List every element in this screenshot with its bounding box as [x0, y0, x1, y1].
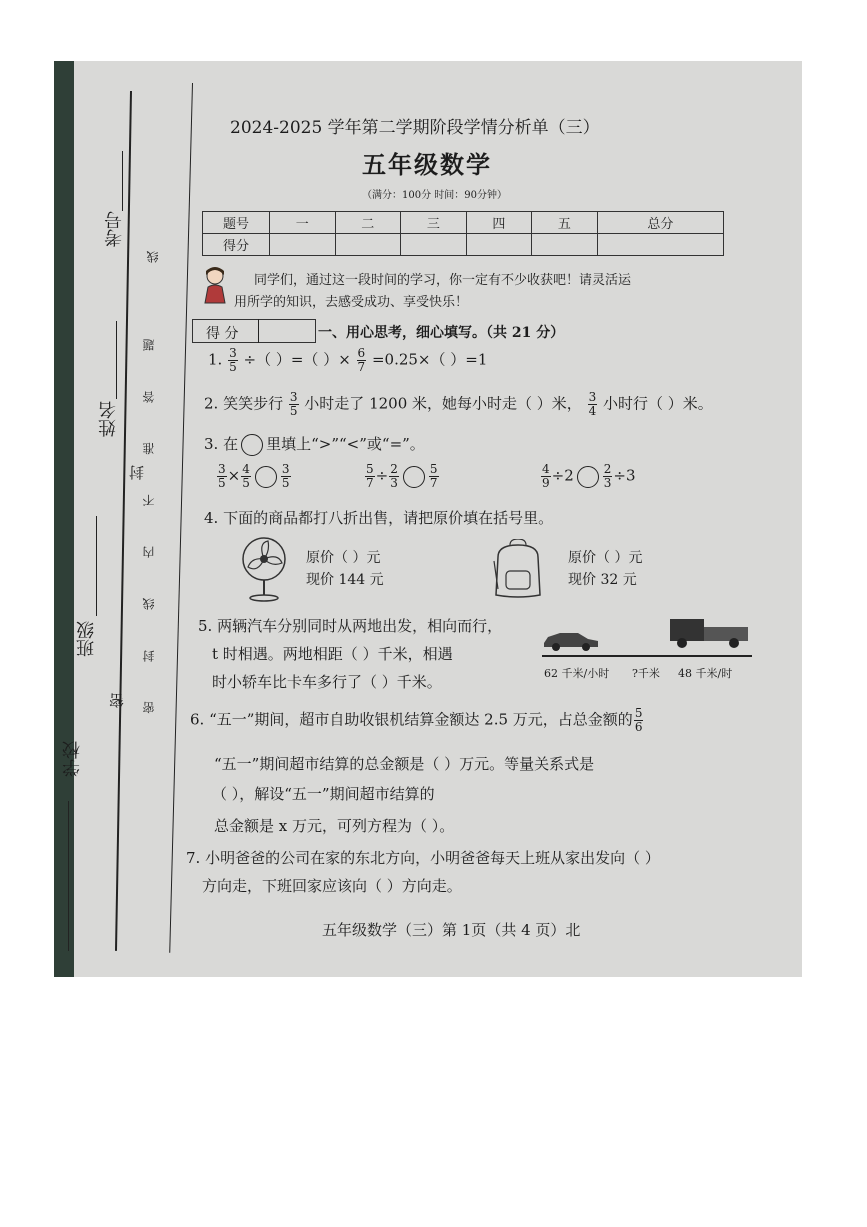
score-input-cell[interactable] [401, 234, 467, 256]
class-line [96, 516, 97, 616]
q2-text-3: 小时行（ ）米。 [602, 394, 713, 413]
truck-icon [668, 615, 750, 651]
q6-line-1: 6. “五一”期间，超市自助收银机结算金额达 2.5 万元，占总金额的 $\frac{5}{6}$ [190, 706, 643, 734]
section-heading: 一、用心思考，细心填写。（共 21 分） [318, 325, 565, 341]
seal-mark-feng: 封 [128, 465, 146, 480]
photo-dark-edge [54, 61, 74, 977]
q5-line-2: t 时相遇。两地相距（ ）千米，相遇 [212, 645, 453, 663]
score-table [202, 211, 724, 256]
score-table-header-row [203, 212, 724, 234]
score-input-cell[interactable] [597, 234, 723, 256]
q3-expr-3: $\frac{4}{9}$ ÷2 $\frac{2}{3}$ ÷3 [542, 462, 636, 490]
seal-inner-text: 密 封 线 内 不 准 答 题 [142, 321, 156, 714]
fan-current-price: 现价 144 元 [306, 572, 384, 588]
car-speed: 62 千米/小时 [544, 667, 610, 680]
fraction: $\frac{3}{5}$ [229, 346, 237, 374]
table-cell: 一 [270, 212, 336, 234]
question-3 [204, 433, 425, 456]
subject-title: 五年级数学 [362, 150, 492, 179]
compare-circle[interactable] [255, 466, 277, 488]
q2-text-1: 2. 笑笑步行 [204, 394, 284, 413]
backpack-current-price: 现价 32 元 [568, 572, 637, 588]
seal-mark-mi: 密 [108, 693, 126, 708]
fraction: $\frac{3}{4}$ [588, 390, 597, 418]
truck-speed: 48 千米/时 [678, 667, 733, 680]
q2-text-2: 小时走了 1200 米，她每小时走（ ）米， [304, 394, 582, 413]
table-cell: 五 [532, 212, 598, 234]
intro-line-1: 同学们，通过这一段时间的学习，你一定有不少收获吧！请灵活运 [254, 273, 632, 288]
score-table-score-row [203, 234, 724, 256]
section-score-label: 得 分 [206, 326, 239, 342]
score-input-cell[interactable] [270, 234, 336, 256]
exam-page-photo [54, 61, 802, 977]
intro-line-2: 用所学的知识，去感受成功、享受快乐！ [234, 295, 469, 310]
q6-line-4: 总金额是 x 万元，可列方程为（ ）。 [214, 817, 455, 835]
page-footer: 五年级数学（三）第 1页（共 4 页）北 [322, 921, 581, 939]
route-distance: ?千米 [632, 667, 660, 680]
q3-text-2: 里填上“>”“<”或“=”。 [266, 435, 425, 453]
name-label: 姓名 [98, 401, 119, 437]
seal-mark-line: 线 [146, 251, 160, 263]
class-label: 班级 [76, 621, 97, 657]
question-number: 1. [208, 350, 223, 369]
backpack-original-price: 原价（ ）元 [568, 550, 643, 566]
q6-line-3: （ ），解设“五一”期间超市结算的 [212, 785, 435, 803]
fan-icon [238, 535, 290, 603]
table-cell: 三 [401, 212, 467, 234]
table-cell: 得分 [203, 234, 270, 256]
q6-line-2: “五一”期间超市结算的总金额是（ ）万元。等量关系式是 [214, 755, 595, 773]
question-2 [204, 391, 713, 418]
table-cell: 二 [335, 212, 401, 234]
q7-line-2: 方向走，下班回家应该向（ ）方向走。 [202, 877, 462, 895]
table-cell: 总分 [597, 212, 723, 234]
exam-number-line [122, 151, 123, 211]
score-input-cell[interactable] [335, 234, 401, 256]
fraction: $\frac{5}{6}$ [634, 706, 643, 734]
section-score-divider [258, 319, 259, 343]
compare-circle[interactable] [403, 466, 425, 488]
q5-line-1: 5. 两辆汽车分别同时从两地出发，相向而行， [198, 617, 503, 635]
route-line [542, 655, 752, 657]
q5-line-3: 时小轿车比卡车多行了（ ）千米。 [212, 673, 442, 691]
q1-text-1: ÷（ ）=（ ）× [243, 350, 351, 369]
q7-line-1: 7. 小明爸爸的公司在家的东北方向，小明爸爸每天上班从家出发向（ ） [186, 849, 660, 867]
backpack-icon [488, 539, 548, 601]
q3-expr-2: $\frac{5}{7}$ ÷ $\frac{2}{3}$ $\frac{5}{7}$ [366, 462, 438, 490]
score-input-cell[interactable] [532, 234, 598, 256]
school-line [68, 801, 69, 951]
q3-expr-1: $\frac{3}{5}$ × $\frac{4}{5}$ $\frac{3}{5}$ [218, 462, 290, 490]
exam-info: （满分：100分 时间：90分钟） [362, 190, 507, 201]
fraction: $\frac{3}{5}$ [289, 390, 298, 418]
exam-number-label: 考号 [104, 211, 125, 247]
question-1 [208, 347, 487, 374]
fraction: $\frac{6}{7}$ [357, 346, 366, 374]
table-cell: 四 [466, 212, 532, 234]
q3-text-1: 3. 在 [204, 435, 239, 453]
q1-text-2: =0.25×（ ）=1 [371, 350, 488, 369]
exam-title: 2024-2025 学年第二学期阶段学情分析单（三） [230, 118, 600, 138]
teacher-icon [200, 265, 230, 305]
score-input-cell[interactable] [466, 234, 532, 256]
compare-circle[interactable] [577, 466, 599, 488]
table-cell: 题号 [203, 212, 270, 234]
car-icon [542, 627, 600, 651]
question-4: 4. 下面的商品都打八折出售，请把原价填在括号里。 [204, 509, 554, 527]
binding-line-inner [169, 83, 193, 953]
fan-original-price: 原价（ ）元 [306, 550, 381, 566]
circle-icon [241, 434, 263, 456]
school-label: 学校 [62, 741, 83, 777]
name-line [116, 321, 117, 399]
